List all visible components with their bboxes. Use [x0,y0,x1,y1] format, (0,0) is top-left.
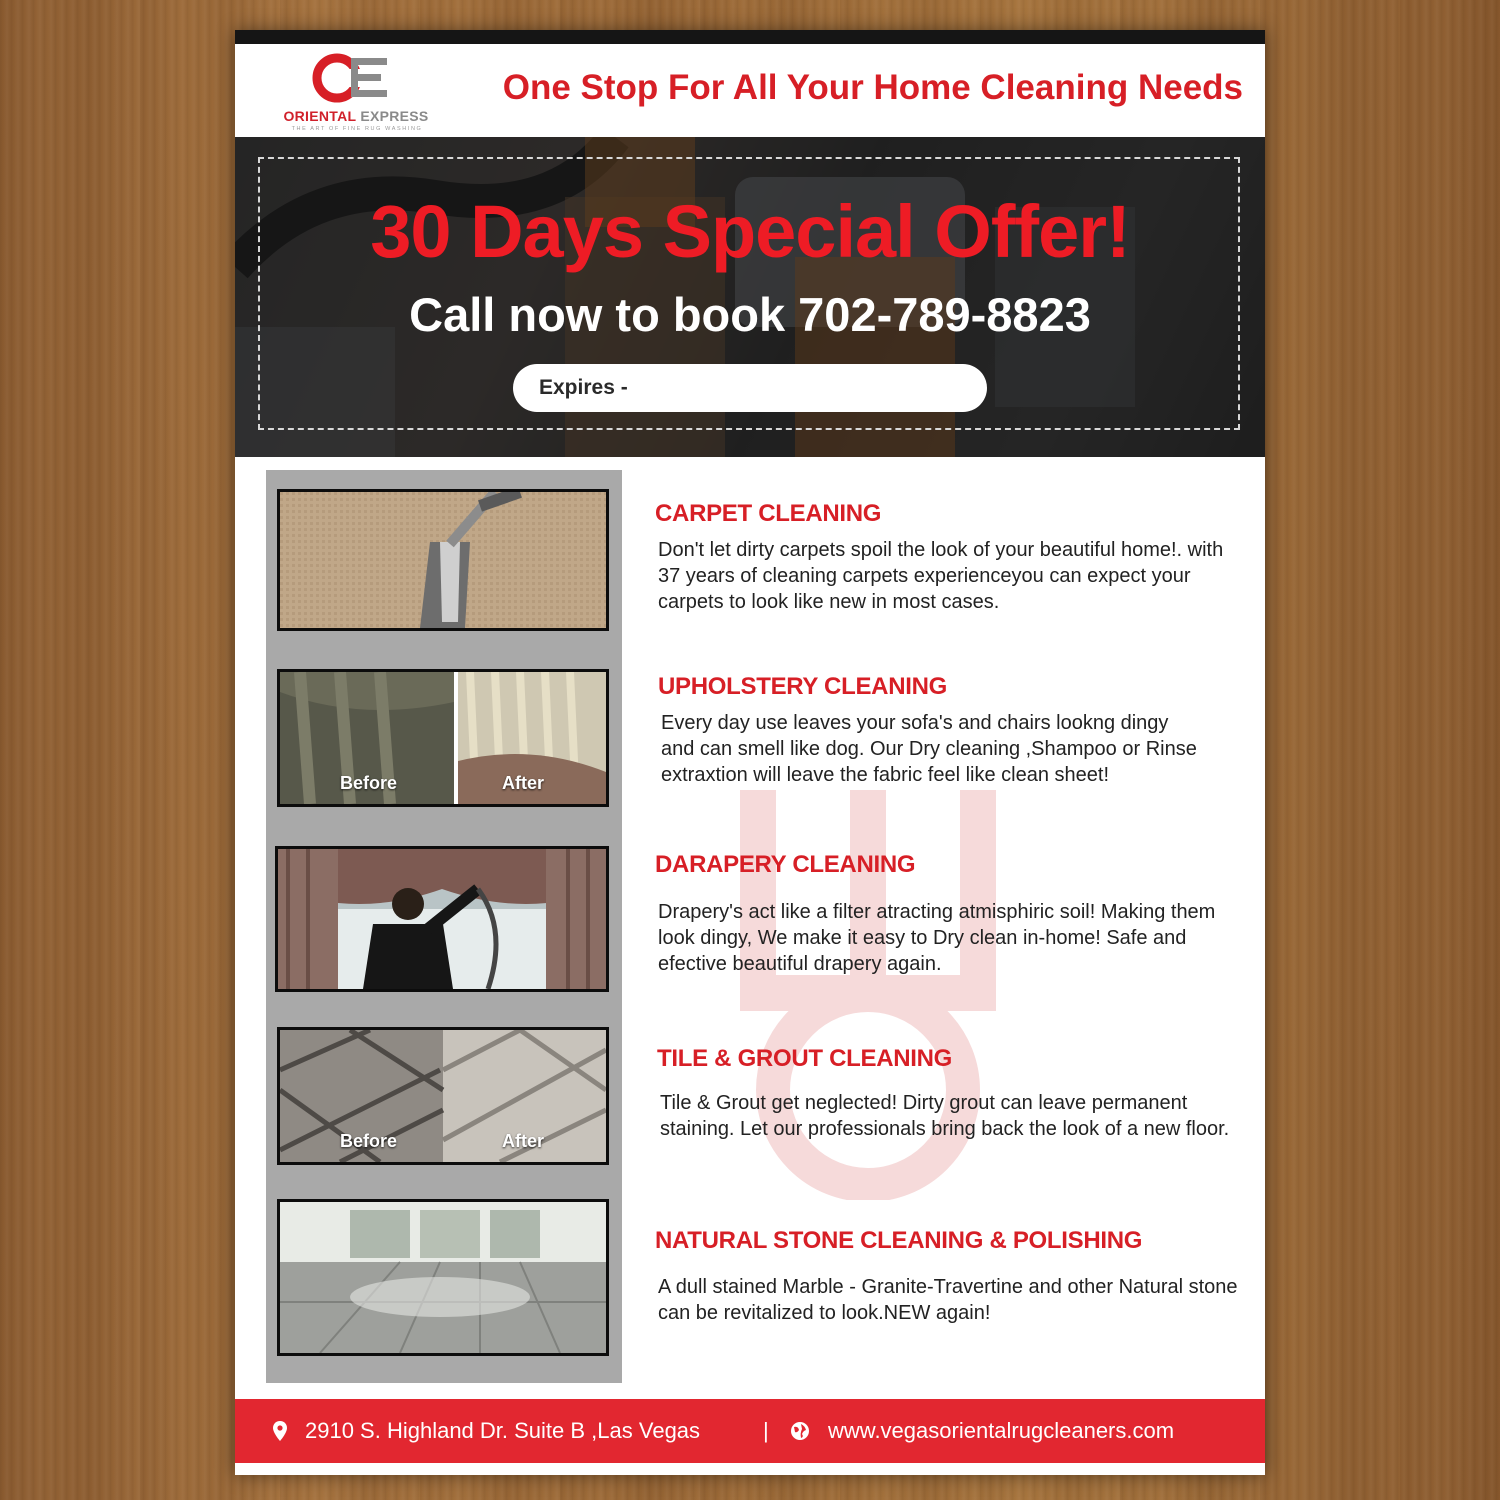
location-pin-icon [273,1421,287,1441]
footer-website-link[interactable]: www.vegasorientalrugcleaners.com [828,1418,1175,1443]
marble-floor-image [280,1202,606,1353]
top-black-bar [235,30,1265,44]
offer-title: 30 Days Special Offer! [370,190,1130,273]
service-title: TILE & GROUT CLEANING [657,1045,953,1072]
drapery-image [278,849,606,989]
service-upholstery [658,673,1248,786]
service-photo-column [266,470,622,1383]
service-natural-stone [655,1227,1245,1324]
expires-label: Expires - [539,376,628,399]
globe-icon [790,1421,810,1441]
carpet-cleaning-photo [277,489,609,631]
service-description: Drapery's act like a filter atracting atmisphiric soil! Making them look dingy, We make it easy to Dry clean in-home! Safe and efective beautiful drapery again. [658,901,1216,975]
upholstery-after-label: After [502,773,545,793]
footer-address: 2910 S. Highland Dr. Suite B ,Las Vegas [305,1418,701,1443]
tile-grout-image [280,1030,606,1162]
upholstery-before-after-photo [277,669,609,807]
carpet-wand-image [280,492,606,628]
brand-name [271,108,441,124]
expires-field [513,364,987,412]
service-title: CARPET CLEANING [655,500,882,527]
footer-separator: | [763,1418,769,1443]
service-carpet [655,500,1245,613]
tile-after-label: After [502,1131,545,1151]
service-description: Every day use leaves your sofa's and chairs lookng dingy and can smell like dog. Our Dry cleaning ,Shampoo or Rinse extraxtion will leave the fabric feel like clean sheet! [661,712,1197,786]
oriental-express-logo [271,52,441,136]
flyer-sheet [235,30,1265,1475]
service-drapery [655,851,1245,975]
upholstery-before-label: Before [340,773,398,793]
service-title: NATURAL STONE CLEANING & POLISHING [655,1227,1143,1254]
special-offer-banner [235,137,1265,457]
upholstery-image [280,672,606,804]
natural-stone-floor-photo [277,1199,609,1356]
oe-logo-mark [271,52,441,108]
brand-tagline: THE ART OF FINE RUG WASHING [291,126,423,132]
tile-grout-before-after-photo [277,1027,609,1165]
footer-contact-bar [235,1399,1265,1463]
service-description: Don't let dirty carpets spoil the look of your beautiful home!. with 37 years of cleaning carpets experienceyou can expect your carpets to look like new in most cases. [658,539,1224,613]
service-title: DARAPERY CLEANING [655,851,916,878]
service-description: A dull stained Marble - Granite-Travertine and other Natural stone can be revitalized to look.NEW again! [658,1276,1238,1324]
service-tile-grout [657,1045,1247,1140]
offer-call-phone: Call now to book 702-789-8823 [409,288,1091,341]
drapery-cleaning-photo [275,846,609,992]
tile-before-label: Before [340,1131,398,1151]
headline: One Stop For All Your Home Cleaning Needs [502,68,1243,107]
brand-name-gray: EXPRESS [360,108,429,124]
service-description: Tile & Grout get neglected! Dirty grout can leave permanent staining. Let our professionals bring back the look of a new floor. [660,1092,1230,1140]
brand-name-red: ORIENTAL [283,108,357,124]
service-title: UPHOLSTERY CLEANING [658,673,947,700]
